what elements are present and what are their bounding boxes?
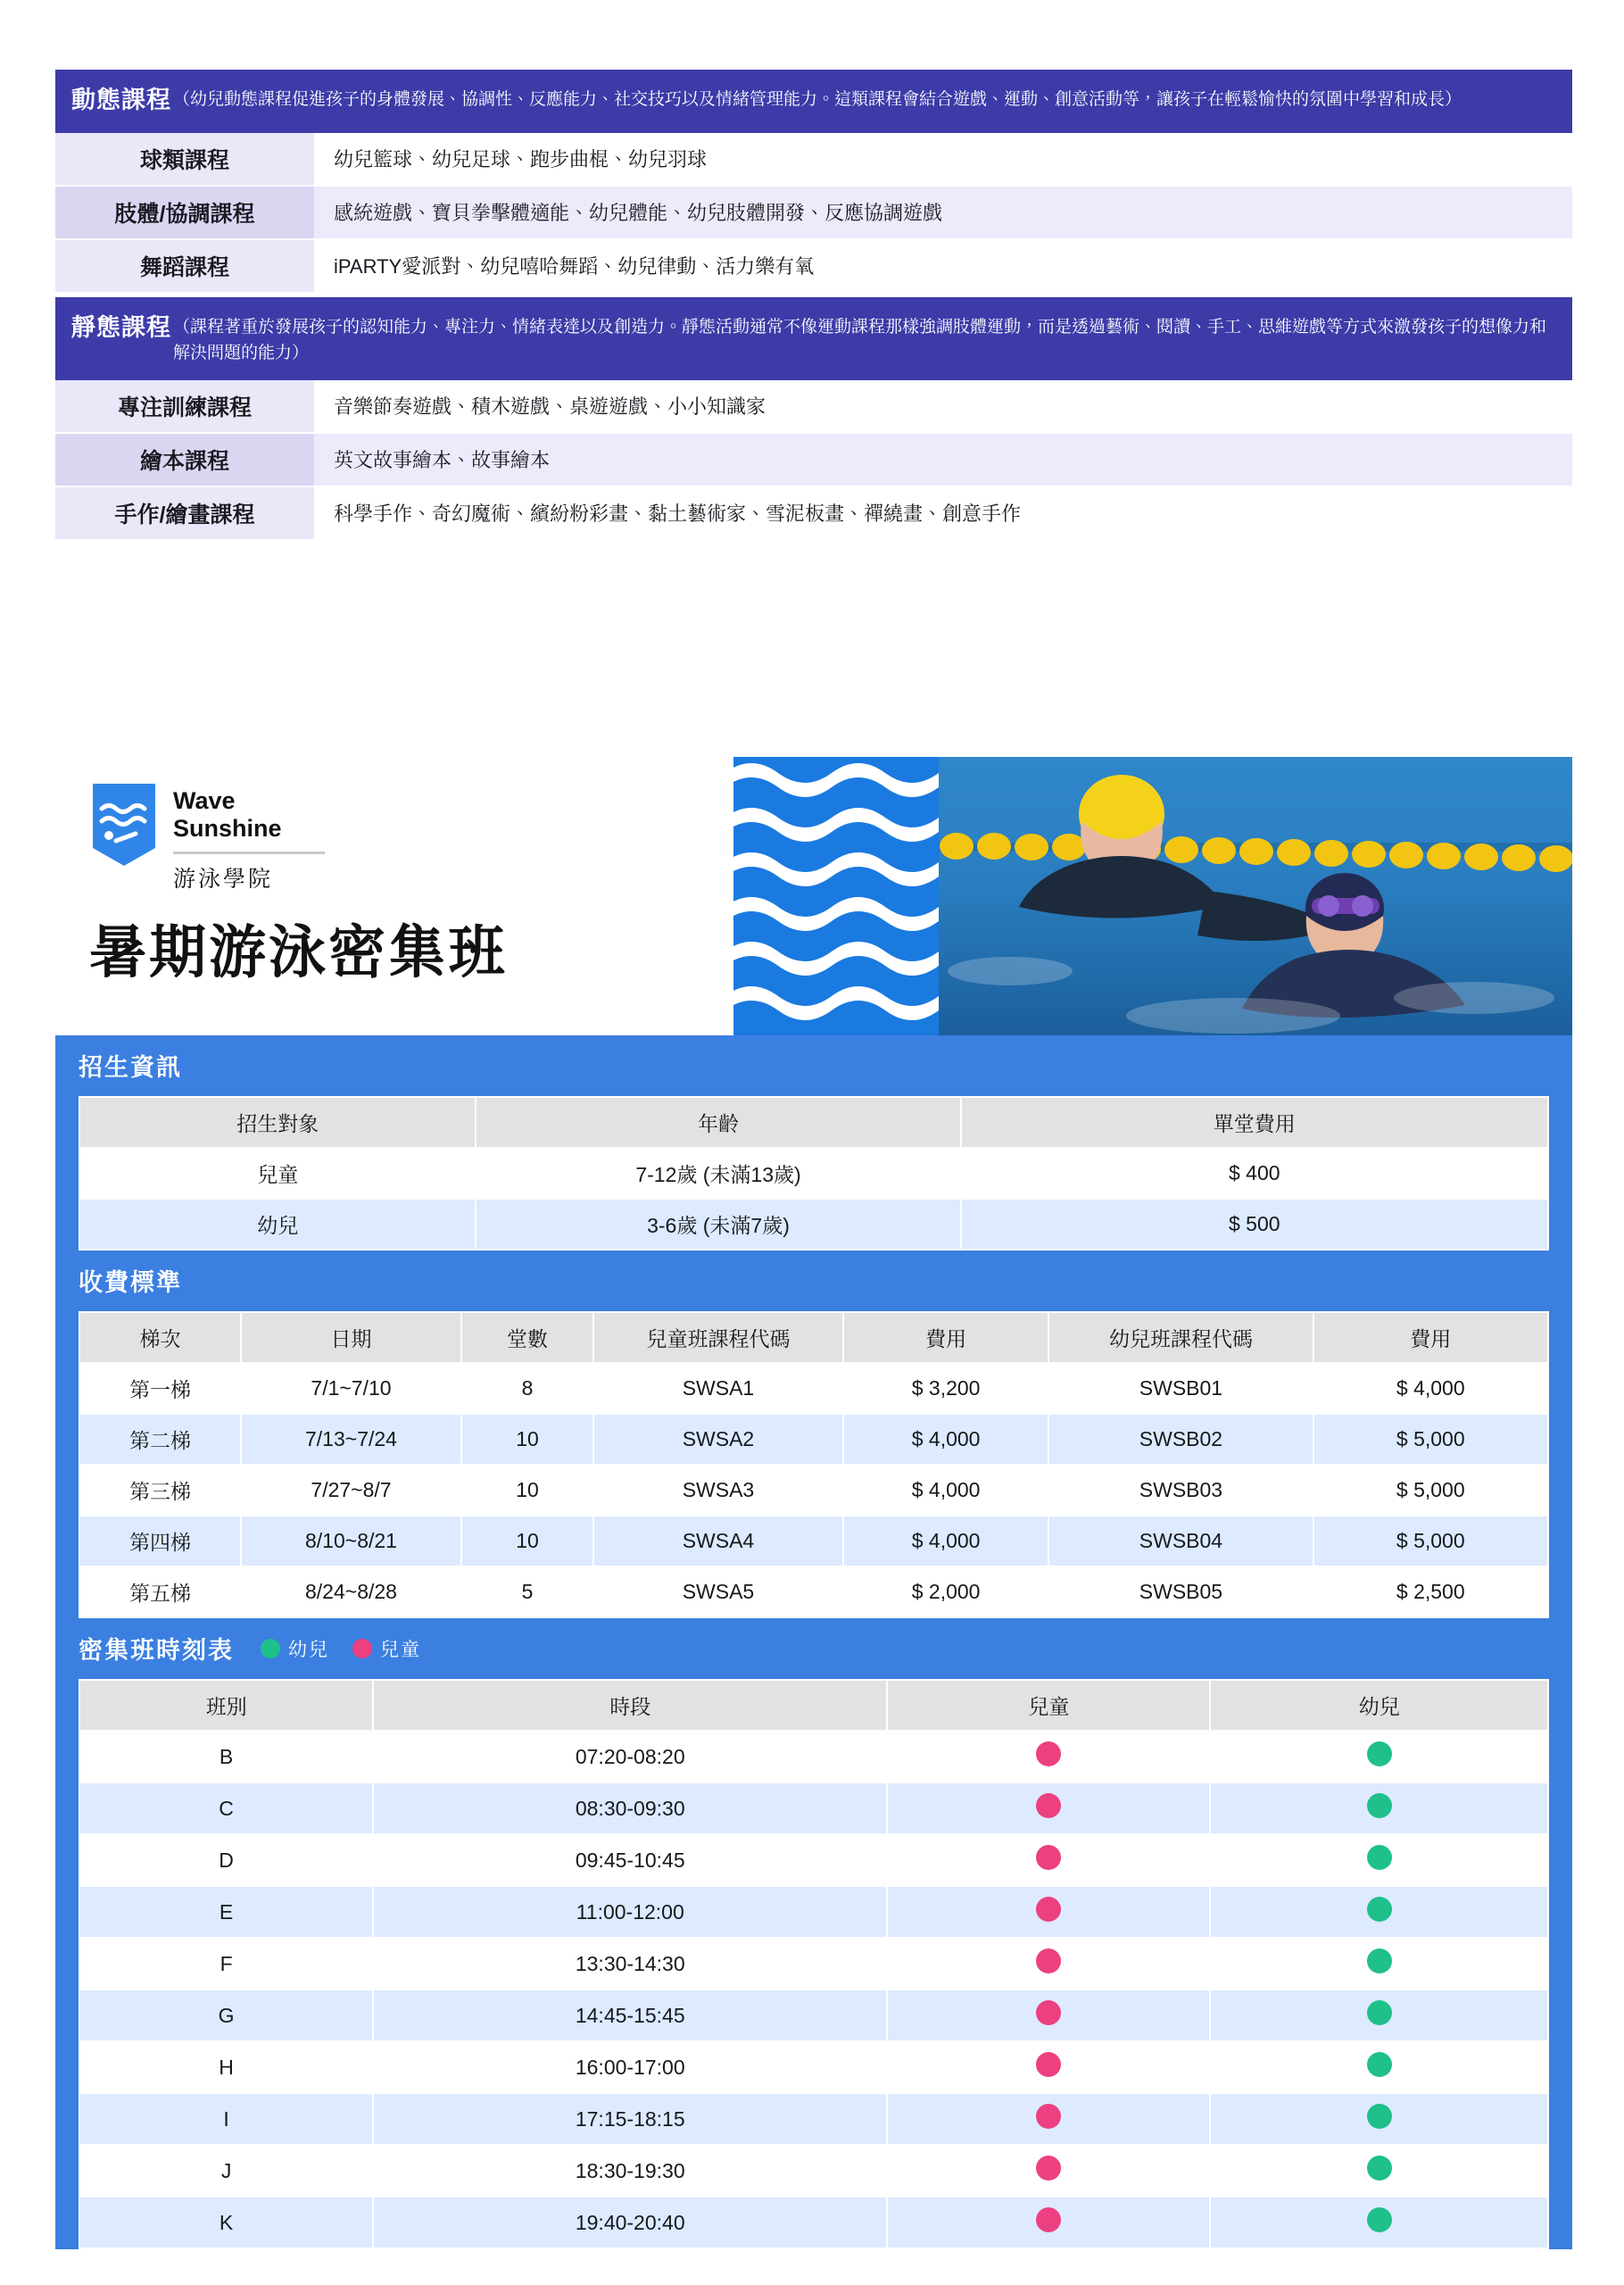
cell: 幼兒 — [79, 1199, 476, 1250]
cell: 第五梯 — [79, 1566, 241, 1617]
schedule-table-wrap — [55, 1679, 1572, 2249]
kid-availability-cell — [1210, 1834, 1548, 1886]
legend-dot-green-icon — [261, 1639, 280, 1658]
table-row — [79, 1782, 1548, 1834]
dot-green-icon — [1367, 2052, 1392, 2077]
class-cell: E — [79, 1886, 373, 1938]
cell: 7/27~8/7 — [241, 1465, 461, 1516]
dot-green-icon — [1367, 2000, 1392, 2025]
child-availability-cell — [887, 2041, 1210, 2093]
cell: $ 2,000 — [843, 1566, 1048, 1617]
category-title-static: 靜態課程 — [71, 313, 171, 341]
cell: SWSA1 — [593, 1363, 843, 1414]
dot-green-icon — [1367, 2156, 1392, 2181]
dot-pink-icon — [1036, 2000, 1061, 2025]
cell: $ 3,200 — [843, 1363, 1048, 1414]
dot-green-icon — [1367, 2207, 1392, 2232]
divider — [173, 852, 325, 854]
col-header: 年齡 — [476, 1097, 960, 1148]
class-cell: F — [79, 1938, 373, 1990]
cell: $ 4,000 — [1313, 1363, 1548, 1414]
table-row — [79, 1516, 1548, 1566]
cell: 7-12歲 (未滿13歲) — [476, 1148, 960, 1199]
cell: $ 5,000 — [1313, 1465, 1548, 1516]
course-type-label: 專注訓練課程 — [55, 380, 314, 432]
section-header-enroll — [55, 1035, 1572, 1096]
col-header: 時段 — [373, 1680, 887, 1731]
category-desc-dynamic: （幼兒動態課程促進孩子的身體發展、協調性、反應能力、社交技巧以及情緒管理能力。這類課程會結合遊戲、運動、創意活動等，讓孩子在輕鬆愉快的氛圍中學習和成長） — [173, 90, 1462, 109]
kid-availability-cell — [1210, 1886, 1548, 1938]
course-type-label: 球類課程 — [55, 133, 314, 185]
brand-logo — [89, 782, 325, 893]
child-availability-cell — [887, 1886, 1210, 1938]
dot-green-icon — [1367, 1845, 1392, 1870]
cell: 7/13~7/24 — [241, 1414, 461, 1465]
class-cell: K — [79, 2197, 373, 2248]
time-cell: 07:20-08:20 — [373, 1731, 887, 1782]
cell: 7/1~7/10 — [241, 1363, 461, 1414]
child-availability-cell — [887, 1834, 1210, 1886]
brand-wordmark — [173, 782, 325, 893]
class-cell: J — [79, 2145, 373, 2197]
time-cell: 18:30-19:30 — [373, 2145, 887, 2197]
child-availability-cell — [887, 2093, 1210, 2145]
time-cell: 16:00-17:00 — [373, 2041, 887, 2093]
cell: SWSB02 — [1048, 1414, 1313, 1465]
table-row — [79, 1363, 1548, 1414]
category-desc-static: （課程著重於發展孩子的認知能力、專注力、情緒表達以及創造力。靜態活動通常不像運動課程那樣強調肢體運動，而是透過藝術、閱讀、手工、思維遊戲等方式來激發孩子的想像力和解決問題的能力） — [173, 317, 1547, 362]
legend-dot-pink-icon — [352, 1639, 372, 1658]
col-header: 單堂費用 — [961, 1097, 1548, 1148]
col-header: 招生對象 — [79, 1097, 476, 1148]
table-row — [55, 380, 1572, 434]
class-cell: H — [79, 2041, 373, 2093]
course-type-value: 科學手作、奇幻魔術、繽紛粉彩畫、黏土藝術家、雪泥板畫、禪繞畫、創意手作 — [314, 487, 1572, 539]
table-row — [79, 1938, 1548, 1990]
child-availability-cell — [887, 1731, 1210, 1782]
col-header: 費用 — [843, 1312, 1048, 1363]
legend-item-child — [352, 1635, 421, 1662]
section-header-schedule — [55, 1618, 1572, 1679]
course-type-value: 幼兒籃球、幼兒足球、跑步曲棍、幼兒羽球 — [314, 133, 1572, 185]
course-type-label: 肢體/協調課程 — [55, 187, 314, 238]
cell: 第三梯 — [79, 1465, 241, 1516]
legend-item-kid — [261, 1635, 329, 1662]
table-header-row — [79, 1312, 1548, 1363]
swim-lesson-photo — [939, 757, 1572, 1035]
cell: $ 400 — [961, 1148, 1548, 1199]
cell: SWSB01 — [1048, 1363, 1313, 1414]
cell: SWSB04 — [1048, 1516, 1313, 1566]
child-availability-cell — [887, 1782, 1210, 1834]
table-row — [79, 2197, 1548, 2248]
course-type-value: iPARTY愛派對、幼兒嘻哈舞蹈、幼兒律動、活力樂有氧 — [314, 240, 1572, 292]
kid-availability-cell — [1210, 1990, 1548, 2041]
cell: $ 4,000 — [843, 1516, 1048, 1566]
dot-pink-icon — [1036, 1793, 1061, 1818]
cell: SWSB05 — [1048, 1566, 1313, 1617]
table-row — [79, 1990, 1548, 2041]
table-row — [79, 1566, 1548, 1617]
col-header: 梯次 — [79, 1312, 241, 1363]
child-availability-cell — [887, 2145, 1210, 2197]
category-header-dynamic — [55, 70, 1572, 133]
cell: 10 — [461, 1414, 593, 1465]
class-cell: I — [79, 2093, 373, 2145]
dot-green-icon — [1367, 1741, 1392, 1766]
table-row — [79, 1414, 1548, 1465]
kid-availability-cell — [1210, 2197, 1548, 2248]
dot-pink-icon — [1036, 1948, 1061, 1973]
kid-availability-cell — [1210, 1731, 1548, 1782]
cell: $ 2,500 — [1313, 1566, 1548, 1617]
course-catalog — [55, 70, 1572, 541]
cell: 第一梯 — [79, 1363, 241, 1414]
kid-availability-cell — [1210, 2041, 1548, 2093]
child-availability-cell — [887, 1938, 1210, 1990]
table-row — [55, 487, 1572, 541]
cell: 8/24~8/28 — [241, 1566, 461, 1617]
section-title: 密集班時刻表 — [79, 1637, 234, 1664]
section-header-fees — [55, 1251, 1572, 1311]
table-row — [55, 133, 1572, 187]
time-cell: 14:45-15:45 — [373, 1990, 887, 2041]
table-row — [79, 2041, 1548, 2093]
fees-table — [79, 1311, 1549, 1618]
brand-line-3: 游泳學院 — [173, 867, 274, 893]
cell: 5 — [461, 1566, 593, 1617]
flyer-hero — [55, 757, 1572, 1035]
cell: 第二梯 — [79, 1414, 241, 1465]
category-title-dynamic: 動態課程 — [71, 87, 171, 113]
class-cell: D — [79, 1834, 373, 1886]
legend-label: 兒童 — [380, 1639, 421, 1660]
section-title: 收費標準 — [79, 1269, 182, 1296]
cell: 10 — [461, 1516, 593, 1566]
time-cell: 19:40-20:40 — [373, 2197, 887, 2248]
dot-green-icon — [1367, 1793, 1392, 1818]
time-cell: 17:15-18:15 — [373, 2093, 887, 2145]
cell: 兒童 — [79, 1148, 476, 1199]
dot-pink-icon — [1036, 1845, 1061, 1870]
wave-logo-icon — [89, 782, 159, 868]
table-row — [55, 187, 1572, 240]
swim-flyer — [55, 757, 1572, 2249]
wave-pattern-graphic — [733, 757, 939, 1035]
cell: SWSA4 — [593, 1516, 843, 1566]
section-title: 招生資訊 — [79, 1054, 182, 1081]
brand-line-1: Wave — [173, 787, 236, 814]
table-row — [55, 434, 1572, 487]
cell: $ 500 — [961, 1199, 1548, 1250]
dot-pink-icon — [1036, 2156, 1061, 2181]
cell: 8/10~8/21 — [241, 1516, 461, 1566]
dot-pink-icon — [1036, 1897, 1061, 1922]
course-type-value: 英文故事繪本、故事繪本 — [314, 434, 1572, 486]
legend-label: 幼兒 — [288, 1639, 329, 1660]
col-header: 費用 — [1313, 1312, 1548, 1363]
dot-green-icon — [1367, 2104, 1392, 2129]
brand-line-2: Sunshine — [173, 815, 282, 843]
enroll-table-wrap — [55, 1096, 1572, 1251]
cell: $ 4,000 — [843, 1465, 1048, 1516]
course-type-value: 音樂節奏遊戲、積木遊戲、桌遊遊戲、小小知識家 — [314, 380, 1572, 432]
time-cell: 09:45-10:45 — [373, 1834, 887, 1886]
schedule-table — [79, 1679, 1549, 2249]
table-row — [79, 1886, 1548, 1938]
hero-artwork — [733, 757, 1572, 1035]
class-cell: G — [79, 1990, 373, 2041]
cell: $ 4,000 — [843, 1414, 1048, 1465]
time-cell: 13:30-14:30 — [373, 1938, 887, 1990]
col-header: 兒童 — [887, 1680, 1210, 1731]
dot-green-icon — [1367, 1897, 1392, 1922]
category-header-static — [55, 297, 1572, 381]
col-header: 日期 — [241, 1312, 461, 1363]
kid-availability-cell — [1210, 1782, 1548, 1834]
cell: $ 5,000 — [1313, 1414, 1548, 1465]
table-row — [79, 2145, 1548, 2197]
kid-availability-cell — [1210, 1938, 1548, 1990]
cell: 10 — [461, 1465, 593, 1516]
table-row — [79, 1834, 1548, 1886]
child-availability-cell — [887, 2197, 1210, 2248]
fees-table-wrap — [55, 1311, 1572, 1618]
course-type-label: 舞蹈課程 — [55, 240, 314, 292]
schedule-legend — [261, 1635, 444, 1662]
table-row — [55, 240, 1572, 294]
col-header: 兒童班課程代碼 — [593, 1312, 843, 1363]
course-type-value: 感統遊戲、寶貝拳擊體適能、幼兒體能、幼兒肢體開發、反應協調遊戲 — [314, 187, 1572, 238]
dot-pink-icon — [1036, 1741, 1061, 1766]
time-cell: 08:30-09:30 — [373, 1782, 887, 1834]
table-header-row — [79, 1680, 1548, 1731]
table-row — [79, 1731, 1548, 1782]
kid-availability-cell — [1210, 2093, 1548, 2145]
enroll-table — [79, 1096, 1549, 1251]
cell: 第四梯 — [79, 1516, 241, 1566]
table-row — [79, 1199, 1548, 1250]
table-row — [79, 2093, 1548, 2145]
page-title: 暑期游泳密集班 — [89, 920, 508, 985]
cell: SWSA2 — [593, 1414, 843, 1465]
class-cell: C — [79, 1782, 373, 1834]
course-type-label: 手作/繪畫課程 — [55, 487, 314, 539]
col-header: 班別 — [79, 1680, 373, 1731]
dot-pink-icon — [1036, 2052, 1061, 2077]
class-cell: B — [79, 1731, 373, 1782]
cell: SWSA3 — [593, 1465, 843, 1516]
cell: $ 5,000 — [1313, 1516, 1548, 1566]
cell: SWSA5 — [593, 1566, 843, 1617]
col-header: 幼兒班課程代碼 — [1048, 1312, 1313, 1363]
table-header-row — [79, 1097, 1548, 1148]
dot-pink-icon — [1036, 2207, 1061, 2232]
time-cell: 11:00-12:00 — [373, 1886, 887, 1938]
table-row — [79, 1465, 1548, 1516]
cell: SWSB03 — [1048, 1465, 1313, 1516]
kid-availability-cell — [1210, 2145, 1548, 2197]
dot-pink-icon — [1036, 2104, 1061, 2129]
cell: 8 — [461, 1363, 593, 1414]
table-row — [79, 1148, 1548, 1199]
cell: 3-6歲 (未滿7歲) — [476, 1199, 960, 1250]
col-header: 堂數 — [461, 1312, 593, 1363]
child-availability-cell — [887, 1990, 1210, 2041]
course-type-label: 繪本課程 — [55, 434, 314, 486]
dot-green-icon — [1367, 1948, 1392, 1973]
col-header: 幼兒 — [1210, 1680, 1548, 1731]
